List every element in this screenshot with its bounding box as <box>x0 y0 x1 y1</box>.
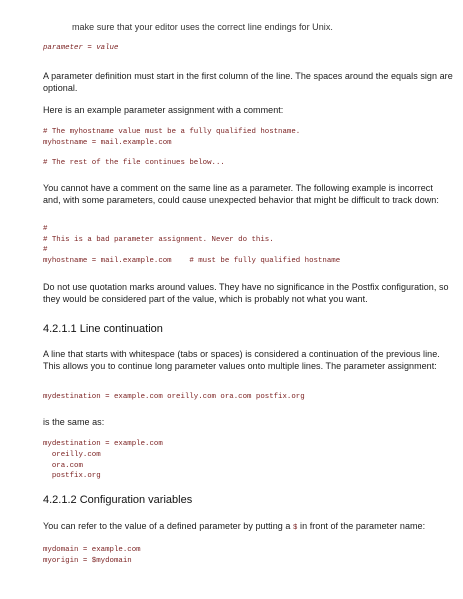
top-continuation-line: make sure that your editor uses the correct line endings for Unix. <box>72 22 333 32</box>
paragraph-text-after: in front of the parameter name: <box>297 521 426 531</box>
paragraph-parameter-definition: A parameter definition must start in the first column of the line. The spaces around the equals sign are optional. <box>43 71 453 93</box>
code-line: # <box>43 246 48 254</box>
code-line: # The rest of the file continues below... <box>43 159 225 167</box>
code-line: ora.com <box>43 462 83 470</box>
code-line: oreilly.com <box>43 451 101 459</box>
code-line-mydestination: mydestination = example.com oreilly.com ora.com postfix.org <box>43 393 305 401</box>
paragraph-comment-rule: You cannot have a comment on the same line as a parameter. The following example is incorrect and, with some parameters, could cause unexpected behavior that might be difficult to track down: <box>43 183 439 205</box>
dollar-symbol: $ <box>292 524 298 532</box>
section-heading-configuration-variables: 4.2.1.2 Configuration variables <box>43 494 193 506</box>
code-line: myhostname = mail.example.com # must be fully qualified hostname <box>43 257 341 265</box>
code-line: # This is a bad parameter assignment. Never do this. <box>43 236 274 244</box>
code-line: # <box>43 225 48 233</box>
paragraph-quotation-marks: Do not use quotation marks around values. They have no significance in the Postfix configuration, so they would be considered part of the value, which is probably not what you want. <box>43 282 449 304</box>
code-line: postfix.org <box>43 472 101 480</box>
paragraph-line-continuation: A line that starts with whitespace (tabs or spaces) is considered a continuation of the previous line. This allows you to continue long parameter values onto multiple lines. The parameter assignment: <box>43 349 440 371</box>
code-line: myorigin = $mydomain <box>43 557 132 565</box>
code-line: mydomain = example.com <box>43 546 141 554</box>
syntax-example: parameter = value <box>43 44 119 52</box>
paragraph-configuration-variables <box>43 520 453 534</box>
code-line: # The myhostname value must be a fully qualified hostname. <box>43 128 301 136</box>
code-line: mydestination = example.com <box>43 440 163 448</box>
paragraph-text-before: You can refer to the value of a defined parameter by putting a <box>43 521 293 531</box>
section-heading-line-continuation: 4.2.1.1 Line continuation <box>43 323 163 335</box>
paragraph-example-intro: Here is an example parameter assignment with a comment: <box>43 105 284 115</box>
code-line: myhostname = mail.example.com <box>43 139 172 147</box>
paragraph-same-as: is the same as: <box>43 417 105 427</box>
